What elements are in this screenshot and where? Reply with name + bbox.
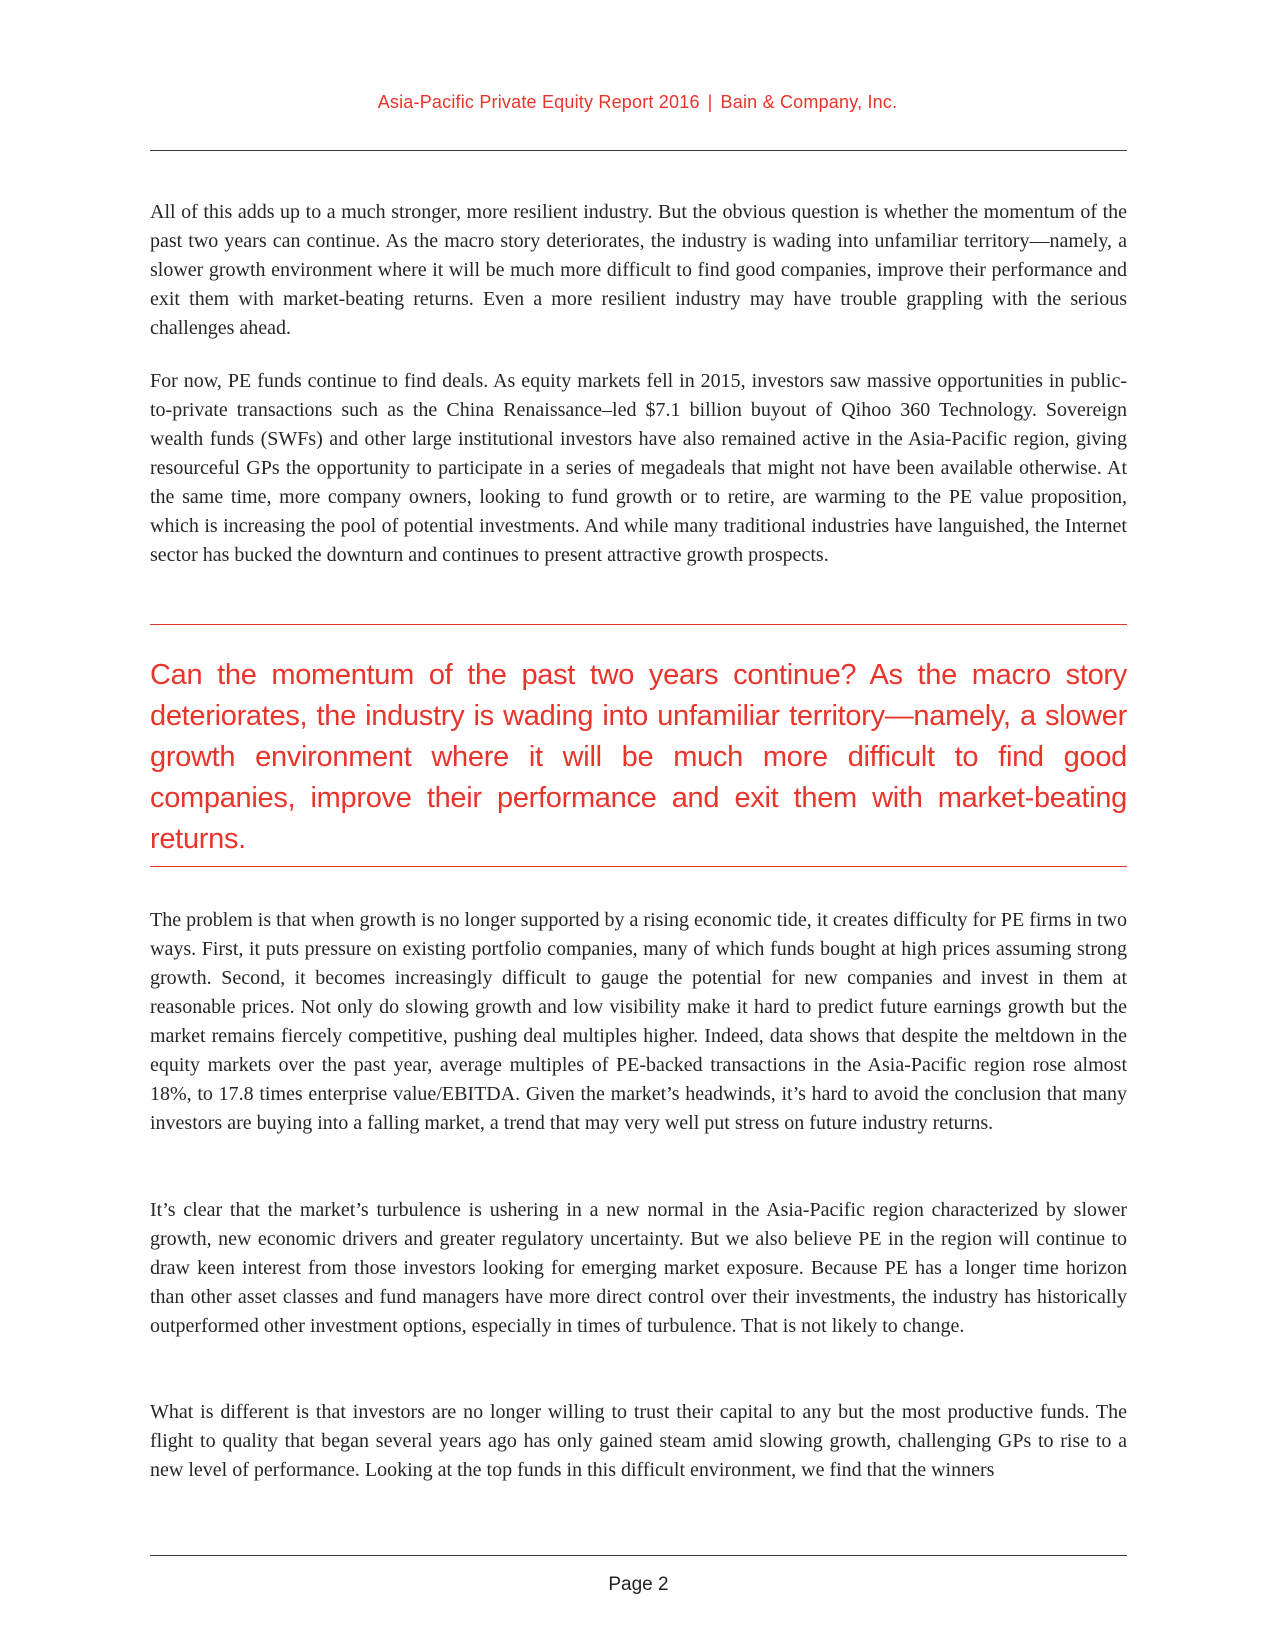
header-separator: | (707, 92, 713, 112)
pull-quote: Can the momentum of the past two years continue? As the macro story deteriorates, the industry is wading into unfamiliar territory—namely, a slower growth environment where it will be much more difficult to find good companies, improve their performance and exit them with market-beating returns. (150, 659, 1127, 855)
pull-quote-bottom-rule (150, 866, 1127, 867)
report-title: Asia-Pacific Private Equity Report 2016 (377, 92, 700, 112)
footer-rule (150, 1555, 1127, 1556)
body-paragraph-2: For now, PE funds continue to find deals. As equity markets fell in 2015, investors saw massive opportunities in public-to-private transactions such as the China Renaissance–led $7.1 billion buyout of Qihoo 360 Technology. Sovereign wealth funds (SWFs) and other large institutional investors have also remained active in the Asia-Pacific region, giving resourceful GPs the opportunity to participate in a series of megadeals that might not have been available otherwise. At the same time, more company owners, looking to fund growth or to retire, are warming to the PE value proposition, which is increasing the pool of potential investments. And while many traditional industries have languished, the Internet sector has bucked the downturn and continues to present attractive growth prospects. (150, 370, 1127, 566)
body-paragraph-5: What is different is that investors are no longer willing to trust their capital to any but the most productive funds. The flight to quality that began several years ago has only gained steam amid slowing growth, challenging GPs to rise to a new level of performance. Looking at the top funds in this difficult environment, we find that the winners (150, 1401, 1127, 1481)
body-paragraph-3: The problem is that when growth is no longer supported by a rising economic tide, it creates difficulty for PE firms in two ways. First, it puts pressure on existing portfolio companies, many of which funds bought at high prices assuming strong growth. Second, it becomes increasingly difficult to gauge the potential for new companies and invest in them at reasonable prices. Not only do slowing growth and low visibility make it hard to predict future earnings growth but the market remains fiercely competitive, pushing deal multiples higher. Indeed, data shows that despite the meltdown in the equity markets over the past year, average multiples of PE-backed transactions in the Asia-Pacific region rose almost 18%, to 17.8 times enterprise value/EBITDA. Given the market’s headwinds, it’s hard to avoid the conclusion that many investors are buying into a falling market, a trend that may very well put stress on future industry returns. (150, 909, 1127, 1134)
body-paragraph-1: All of this adds up to a much stronger, more resilient industry. But the obvious question is whether the momentum of the past two years can continue. As the macro story deteriorates, the industry is wading into unfamiliar territory—namely, a slower growth environment where it will be much more difficult to find good companies, improve their performance and exit them with market-beating returns. Even a more resilient industry may have trouble grappling with the serious challenges ahead. (150, 201, 1127, 339)
company-name: Bain & Company, Inc. (720, 92, 898, 112)
body-paragraph-4: It’s clear that the market’s turbulence is ushering in a new normal in the Asia-Pacific region characterized by slower growth, new economic drivers and greater regulatory uncertainty. But we also believe PE in the region will continue to draw keen interest from those investors looking for emerging market exposure. Because PE has a longer time horizon than other asset classes and fund managers have more direct control over their investments, the industry has historically outperformed other investment options, especially in times of turbulence. That is not likely to change. (150, 1199, 1127, 1337)
page-number: Page 2 (608, 1574, 669, 1595)
pull-quote-top-rule (150, 624, 1127, 625)
running-header (150, 92, 1125, 113)
header-rule (150, 150, 1127, 151)
